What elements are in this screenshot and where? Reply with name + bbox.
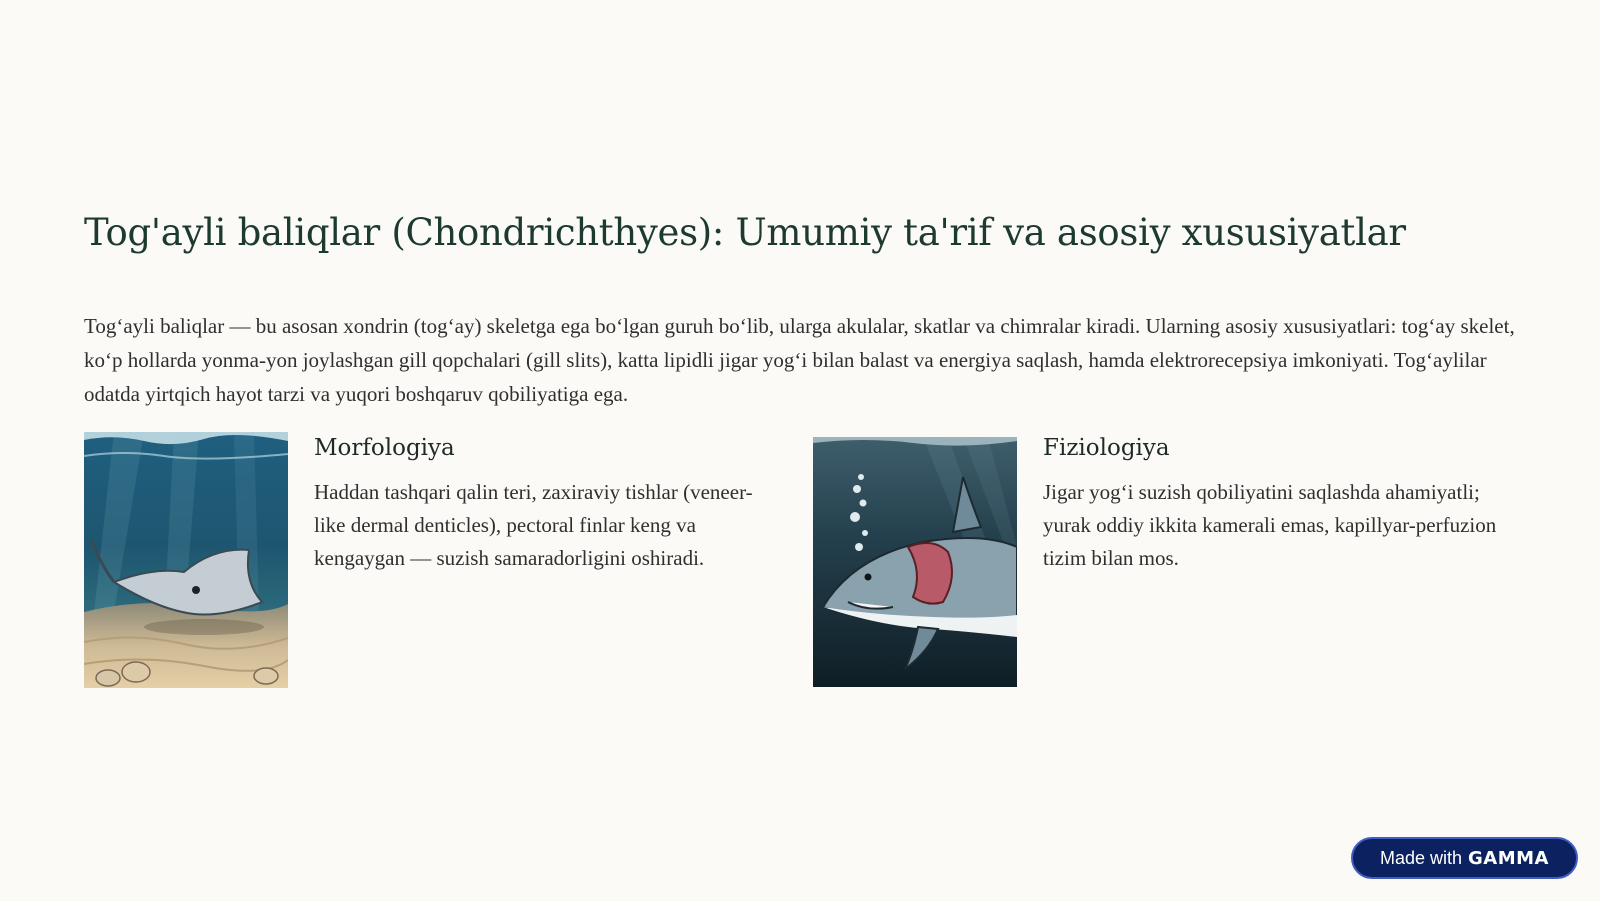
card-title: Fiziologiya bbox=[1043, 435, 1170, 461]
page-title: Tog'ayli baliqlar (Chondrichthyes): Umumiy ta'rif va asosiy xususiyatlar bbox=[84, 211, 1406, 254]
badge-prefix: Made with bbox=[1379, 847, 1463, 868]
intro-paragraph: Tog‘ayli baliqlar — bu asosan xondrin (tog‘ay) skeletga ega bo‘lgan guruh bo‘lib, ularga akulalar, skatlar va chimralar kiradi. Ularning asosiy xususiyatlari: tog‘ay skelet, ko‘p hollarda yonma-yon joylashgan gill qopchalari (gill slits), katta lipidli jigar yog‘i bilan balast va energiya saqlash, hamda elektrorecepsiya imkoniyati. Tog‘aylilar odatda yirtqich hayot tarzi va yuqori boshqaruv qobiliyatiga ega. bbox=[84, 314, 1515, 406]
card-title: Morfologiya bbox=[314, 435, 455, 461]
made-with-gamma-button[interactable] bbox=[1351, 837, 1578, 879]
shark-illustration bbox=[813, 437, 1017, 687]
stingray-illustration bbox=[84, 432, 288, 688]
card-morfologiya bbox=[84, 432, 784, 690]
gamma-logo: GAMMA bbox=[1468, 847, 1549, 869]
card-body: Jigar yog‘i suzish qobiliyatini saqlashda ahamiyatli; yurak oddiy ikkita kamerali emas, kapillyar-perfuzion tizim bilan mos. bbox=[1043, 480, 1497, 570]
card-text bbox=[1043, 432, 1516, 575]
card-fiziologiya bbox=[813, 432, 1516, 690]
card-text bbox=[314, 432, 784, 575]
slide bbox=[84, 0, 1516, 901]
card-body: Haddan tashqari qalin teri, zaxiraviy tishlar (veneer-like dermal denticles), pectoral finlar keng va kengaygan — suzish samaradorligini oshiradi. bbox=[314, 480, 753, 570]
